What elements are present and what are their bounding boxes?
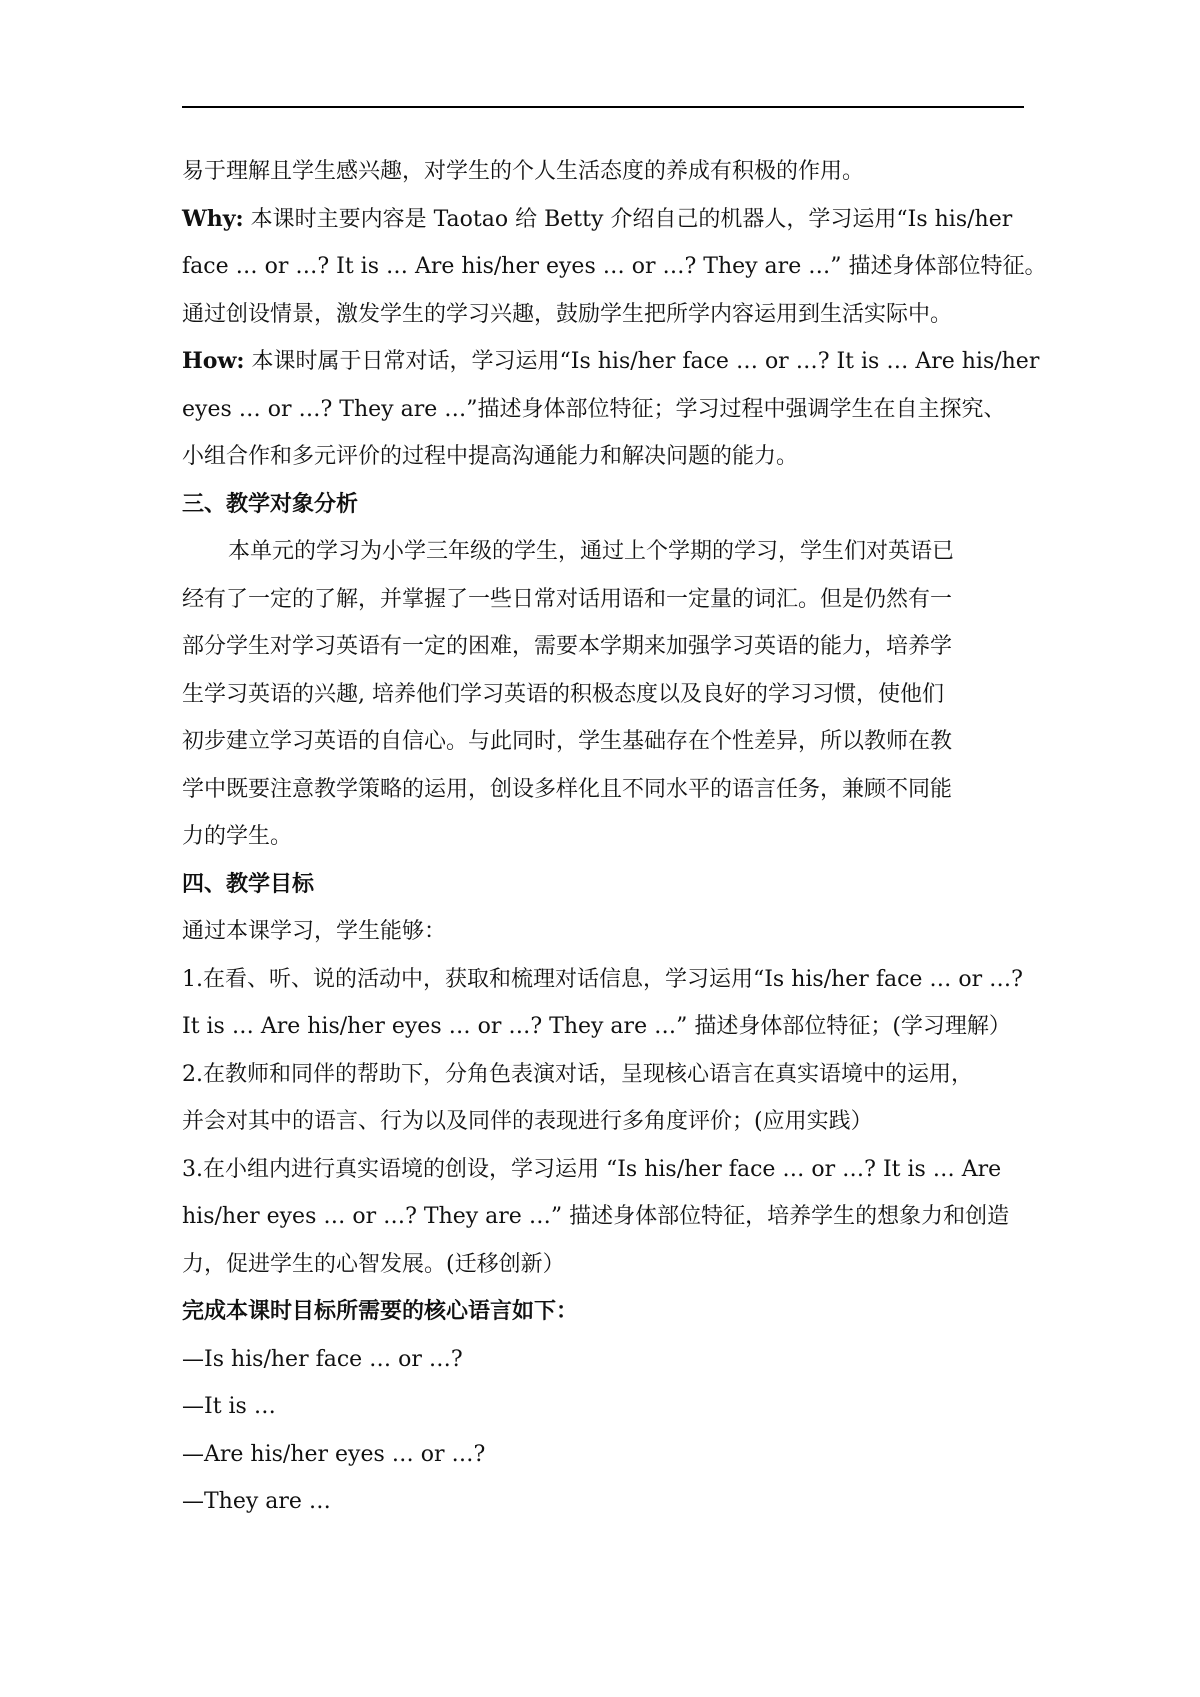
document-body — [182, 148, 1047, 1526]
paragraph-line: 经有了一定的了解，并掌握了一些日常对话用语和一定量的词汇。但是仍然有一 — [182, 586, 953, 612]
core-language-item: —It is … — [182, 1394, 276, 1419]
why-line — [182, 196, 1024, 244]
section-heading-teaching-objectives: 四、教学目标 — [182, 870, 315, 897]
section-heading-learner-analysis: 三、教学对象分析 — [182, 490, 359, 517]
objective-3-line: his/her eyes … or …? They are …” 描述身体部位特征，培养学生的想象力和创造 — [182, 1204, 1010, 1229]
how-line — [182, 338, 1040, 386]
how-text: 本课时属于日常对话，学习运用“Is his/her face … or …? It is … Are his/her — [244, 349, 1040, 374]
core-language-item: —They are … — [182, 1489, 331, 1514]
core-language-heading: 完成本课时目标所需要的核心语言如下： — [182, 1298, 579, 1324]
paragraph-line: face … or …? It is … Are his/her eyes … or …? They are …” 描述身体部位特征。 — [182, 254, 1047, 279]
paragraph-line: 小组合作和多元评价的过程中提高沟通能力和解决问题的能力。 — [182, 444, 799, 469]
how-label: How: — [182, 348, 245, 374]
paragraph-line: 通过创设情景，激发学生的学习兴趣，鼓励学生把所学内容运用到生活实际中。 — [182, 301, 953, 327]
paragraph-line: 生学习英语的兴趣, 培养他们学习英语的积极态度以及良好的学习习惯，使他们 — [182, 681, 944, 707]
paragraph-line: 本单元的学习为小学三年级的学生，通过上个学期的学习，学生们对英语已 — [228, 539, 955, 564]
paragraph-line: 部分学生对学习英语有一定的困难，需要本学期来加强学习英语的能力，培养学 — [182, 634, 953, 659]
core-language-item: —Is his/her face … or …? — [182, 1346, 463, 1372]
objective-3-line: 3.在小组内进行真实语境的创设，学习运用 “Is his/her face … or …? It is … Are — [182, 1156, 1002, 1182]
objective-1-line: It is … Are his/her eyes … or …? They are …” 描述身体部位特征；(学习理解） — [182, 1014, 1011, 1039]
objective-3-line: 力，促进学生的心智发展。(迁移创新） — [182, 1251, 565, 1277]
why-text: 本课时主要内容是 Taotao 给 Betty 介绍自己的机器人，学习运用“Is his/her — [243, 206, 1013, 232]
objective-2-line: 2.在教师和同伴的帮助下，分角色表演对话，呈现核心语言在真实语境中的运用， — [182, 1061, 973, 1087]
header-rule — [182, 106, 1024, 108]
why-label: Why: — [182, 205, 244, 232]
paragraph-line: 易于理解且学生感兴趣，对学生的个人生活态度的养成有积极的作用。 — [182, 159, 865, 184]
objective-1-line: 1.在看、听、说的活动中，获取和梳理对话信息，学习运用“Is his/her face … or …? — [182, 966, 1023, 992]
paragraph-line: 初步建立学习英语的自信心。与此同时，学生基础存在个性差异，所以教师在教 — [182, 729, 953, 754]
objective-2-line: 并会对其中的语言、行为以及同伴的表现进行多角度评价；(应用实践） — [182, 1109, 873, 1134]
paragraph-line: eyes … or …? They are …”描述身体部位特征；学习过程中强调学生在自主探究、 — [182, 396, 1006, 422]
paragraph-line: 力的学生。 — [182, 824, 293, 849]
core-language-item: —Are his/her eyes … or …? — [182, 1441, 486, 1467]
paragraph-line: 学中既要注意教学策略的运用，创设多样化且不同水平的语言任务，兼顾不同能 — [182, 776, 953, 802]
paragraph-line: 通过本课学习，学生能够： — [182, 919, 447, 944]
